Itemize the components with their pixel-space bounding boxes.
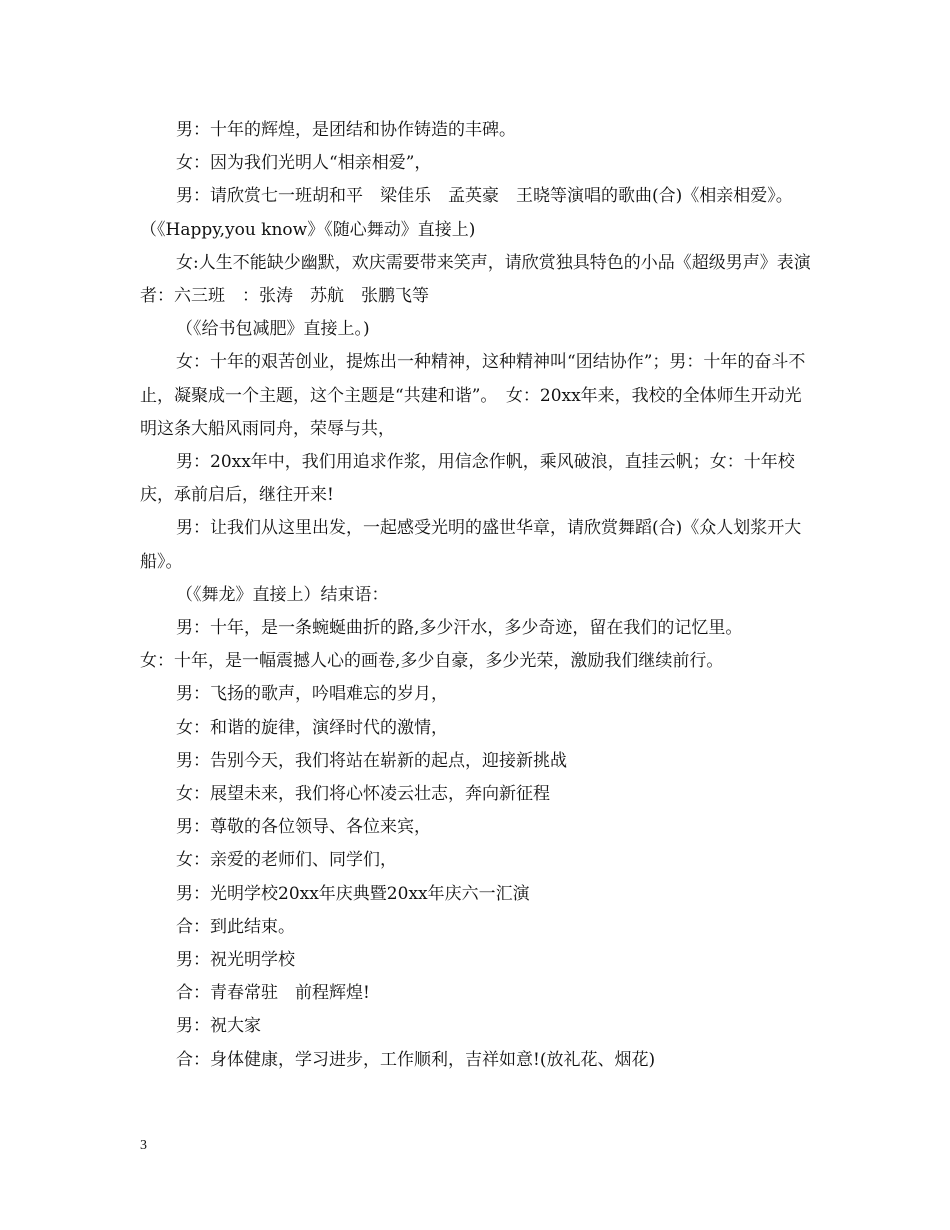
paragraph: 男：光明学校20xx年庆典暨20xx年庆六一汇演 — [176, 883, 530, 904]
paragraph: （《给书包减肥》直接上。) — [176, 319, 370, 340]
paragraph: 女:人生不能缺少幽默，欢庆需要带来笑声，请欣赏独具特色的小品《超级男声》表演者：六三班 ：张涛 苏航 张鹏飞等 — [140, 252, 811, 307]
paragraph: 男：告别今天，我们将站在崭新的起点，迎接新挑战 — [176, 750, 567, 771]
paragraph: 合：到此结束。 — [176, 916, 295, 937]
paragraph: 合：身体健康，学习进步，工作顺利，吉祥如意!(放礼花、烟花) — [176, 1049, 656, 1070]
paragraph: 男：20xx年中，我们用追求作浆，用信念作帆，乘风破浪，直挂云帆；女：十年校庆，承前启后，继往开来! — [140, 452, 795, 506]
paragraph: 男：飞扬的歌声，吟唱难忘的岁月， — [176, 684, 448, 705]
page-number: 3 — [140, 1138, 147, 1153]
document-body — [140, 114, 812, 1077]
paragraph: 男：祝大家 — [176, 1016, 261, 1037]
paragraph: 女：因为我们光明人“相亲相爱”， — [176, 153, 432, 174]
paragraph: 女：亲爱的老师们、同学们， — [176, 850, 397, 871]
paragraph: 男：尊敬的各位领导、各位来宾， — [176, 817, 431, 838]
paragraph: 男：祝光明学校 — [176, 950, 295, 971]
paragraph: 男：十年，是一条蜿蜒曲折的路,多少汗水，多少奇迹，留在我们的记忆里。 — [176, 618, 743, 639]
paragraph: 女：十年的艰苦创业，提炼出一种精神，这种精神叫“团结协作”；男：十年的奋斗不止，凝聚成一个主题，这个主题是“共建和谐”。 女：20xx年来，我校的全体师生开动光明这条大船风雨同舟，荣辱与共， — [140, 352, 806, 439]
paragraph: 男：让我们从这里出发，一起感受光明的盛世华章，请欣赏舞蹈(合)《众人划浆开大船》。 — [140, 518, 802, 572]
paragraph: 男：十年的辉煌，是团结和协作铸造的丰碑。 — [176, 120, 516, 140]
paragraph: 男：请欣赏七一班胡和平 梁佳乐 孟英豪 王晓等演唱的歌曲(合)《相亲相爱》。（《Happy,you know》《随心舞动》直接上) — [140, 186, 793, 240]
paragraph: 合：青春常驻 前程辉煌! — [176, 983, 370, 1004]
paragraph: （《舞龙》直接上）结束语： — [176, 584, 389, 605]
paragraph: 女：和谐的旋律，演绎时代的激情， — [176, 717, 448, 738]
paragraph: 女：展望未来，我们将心怀凌云壮志，奔向新征程 — [176, 784, 550, 805]
paragraph: 女：十年，是一幅震撼人心的画卷,多少自豪，多少光荣，激励我们继续前行。 — [140, 651, 724, 672]
